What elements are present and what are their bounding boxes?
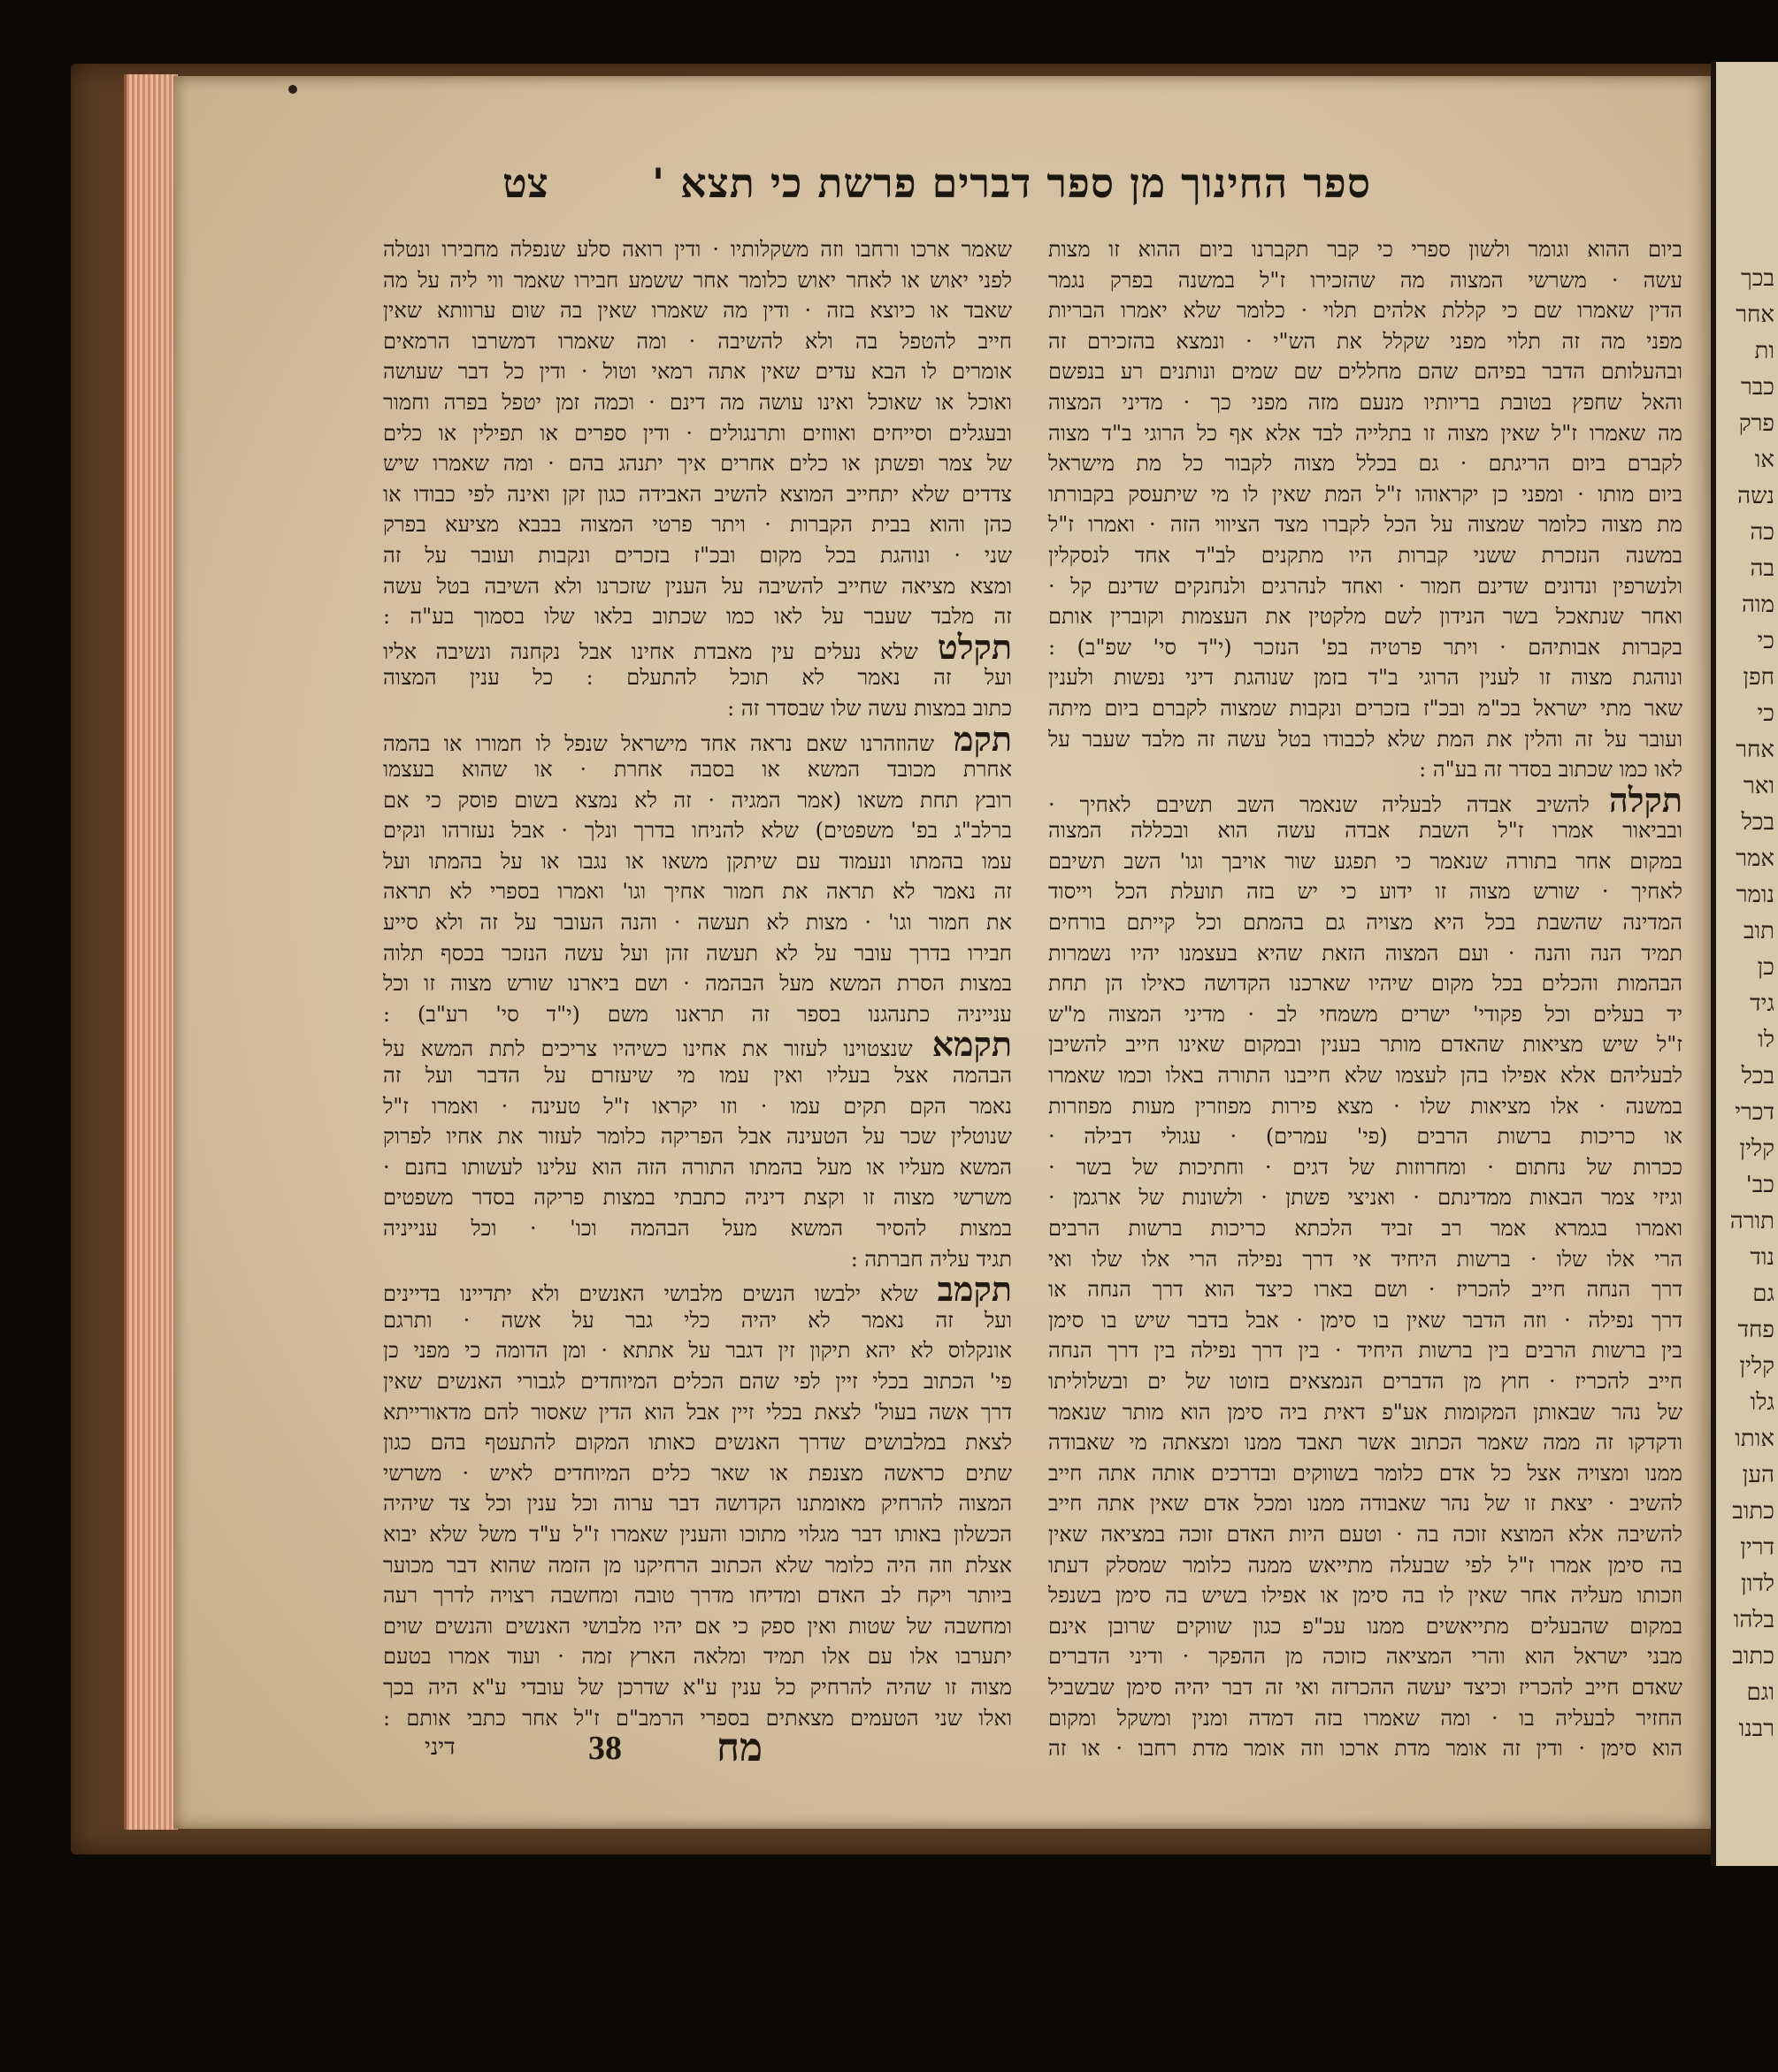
line-text: כתוב במצות עשה שלו שבסדר זה :: [727, 695, 1012, 721]
text-line: [1048, 479, 1682, 510]
line-text: כהן והוא בבית הקברות · ויתר פרטי המצוה בבבא מציעא בפרק: [383, 512, 1012, 538]
text-line: [1048, 1060, 1682, 1091]
line-text: במקום אחר בתורה שנאמר כי תפגע שור אויבך וגו' השב תשיבם: [1048, 848, 1682, 874]
next-page-fragment: אותו: [1735, 1426, 1774, 1452]
next-page-fragment: קלין: [1739, 1353, 1774, 1380]
line-text: ואוכל או שאוכל ואינו עושה מה דינם · וכמה זמן יטפל בפרה וחמור: [383, 389, 1012, 415]
text-line: [383, 1244, 1012, 1275]
line-text: של צמר ופשתן או כלים אחרים איך יתנהג בהם · ומה שאמרו שיש: [383, 451, 1012, 477]
text-line: [383, 1672, 1012, 1703]
text-line: [383, 265, 1012, 296]
text-line: [383, 876, 1012, 907]
text-line: [383, 1305, 1012, 1336]
text-line: [383, 1550, 1012, 1581]
text-line: [1048, 1427, 1682, 1458]
text-line: [383, 662, 1012, 693]
text-line: [1048, 938, 1682, 969]
text-line: [383, 1024, 1012, 1065]
text-line: [1048, 1488, 1682, 1519]
text-line: [383, 1335, 1012, 1366]
commandment-number: תקלט: [937, 626, 1012, 667]
text-line: [1048, 724, 1682, 755]
next-page-fragment: גלו: [1750, 1389, 1774, 1416]
next-page-fragment: גיד: [1750, 990, 1774, 1017]
line-text: להשיב אבדה לבעליה שנאמר השב תשיבם לאחיך ·: [1048, 791, 1590, 817]
text-line: [1048, 632, 1682, 663]
line-text: פי' הכתוב בכלי זיין לפי שהם הכלים המיוחדים לגבורי האנשים שאין: [383, 1368, 1012, 1394]
line-text: ככרות של נחתום · ומחרוזות של דגים · וחתיכות של בשר ·: [1048, 1154, 1682, 1180]
text-line: [1048, 754, 1682, 785]
text-line: [1048, 1029, 1682, 1060]
line-text: המשא מעליו או מעל בהמתו התורה הזה הוא עלינו לעשותו בחנם ·: [383, 1154, 1012, 1180]
text-line: [1048, 601, 1682, 632]
line-text: יתערבו אלו עם אלו תמיד ומלאה הארץ זמה · ועוד אמרו בטעם: [383, 1644, 1012, 1670]
text-line: [1048, 418, 1682, 449]
line-text: לקברם ביום הריגתם · גם בכלל מצוה לקבור כל מת מישראל: [1048, 451, 1682, 477]
line-text: אחרת מכובד המשא או בסבה אחרת · או שהוא בעצמו: [383, 757, 1012, 783]
line-text: ביום מותו · ומפני כן יקראוהו ז"ל המת שאין לו מי שיתעסק בקבורתו: [1048, 481, 1682, 507]
next-page-fragment: כתוב: [1732, 1498, 1774, 1525]
text-line: [383, 1641, 1012, 1672]
commandment-number: תקלה: [1608, 779, 1682, 820]
text-line: [383, 387, 1012, 418]
next-page-fragment: הען: [1742, 1462, 1774, 1488]
line-text: זה מלבד שעבר על לאו כמו שכתוב בלאו שלו בסמוך בע"ה :: [383, 604, 1012, 630]
line-text: ודקדקו זה ממה שאמר הכתוב אשר תאבד ממנו ומצאתה מי שאבודה: [1048, 1430, 1682, 1456]
line-text: שהוזהרנו שאם נראה אחד מישראל שנפל לו חמורו או בהמה: [383, 730, 934, 756]
line-text: ברלב"ג בפ' משפטים) שלא להניחו בדרך ונלך · אבל נעזרהו ונקים: [383, 818, 1012, 844]
line-text: חייב להטפל בה ולא להשיבה · ומה שאמרו דמשרבו הרמאים: [383, 328, 1012, 354]
line-text: במשנה הנזכרת ששני קברות היו מתקנים לב"ד אחד לנסקלין: [1048, 542, 1682, 568]
line-text: את חמור וגו' · מצות לא תעשה · והנה העובר על זה ולא סייע: [383, 910, 1012, 936]
line-text: בקברות אבותיהם · ויתר פרטיה בפ' הנזכר (י"ד סי' שפ"ב) :: [1048, 634, 1682, 660]
line-text: במצות להסיר המשא מעל הבהמה וכו' · וכל ענייניה: [383, 1216, 1012, 1241]
left-column: [383, 234, 1012, 1733]
next-page-fragment: תוב: [1743, 918, 1774, 944]
text-line: [383, 540, 1012, 571]
text-line: [1048, 1641, 1682, 1672]
text-line: [383, 295, 1012, 326]
text-line: [1048, 1672, 1682, 1703]
line-text: בין ברשות הרבים בין ברשות היחיד · בין דרך נפילה בין דרך הנחה: [1048, 1338, 1682, 1364]
line-text: שנצטוינו לעזור את אחינו כשיהיו צריכים לתת המשא על: [383, 1036, 913, 1062]
line-text: לפני יאוש או לאחר יאוש כלומר אחר ששמע חבירו שאמר ווי ליה על מה: [383, 267, 1012, 293]
text-line: [383, 1519, 1012, 1550]
text-line: [1048, 1274, 1682, 1305]
text-line: [383, 1580, 1012, 1611]
text-line: [1048, 1519, 1682, 1550]
text-line: [1048, 1091, 1682, 1122]
folio-number: צט: [502, 159, 548, 207]
text-line: [383, 785, 1012, 816]
text-line: [1048, 968, 1682, 999]
line-text: נאמר הקם תקים עמו · וזו יקראו ז"ל טעינה · ואמרו ז"ל: [383, 1093, 1012, 1119]
text-line: [1048, 907, 1682, 938]
text-line: [383, 1182, 1012, 1213]
text-line: [383, 1366, 1012, 1397]
line-text: של נהר שבאותן המקומות אע"פ דאית ביה סימן הוא מותר שנאמר: [1048, 1399, 1683, 1425]
line-text: החזיר לבעליה בו · ומה שאמרו בזה דמדה ומנין ומשקל ומקום: [1048, 1705, 1682, 1731]
line-text: ונוהגת מצוה זו לענין הרוגי ב"ד בזמן שנוהגת דיני נפשות ולענין: [1048, 665, 1682, 691]
text-line: [383, 754, 1012, 785]
next-page-fragment: גם: [1752, 1281, 1774, 1307]
line-text: להשיבה אלא המוצא זוכה בה · וטעם היות האדם זוכה במציאה שאין: [1048, 1521, 1682, 1547]
next-page-fragment: כה: [1750, 519, 1774, 546]
line-text: הבהמות והכלים בכל מקום שיהיו שארכנו הקדושה כאילו הן תחת: [1048, 971, 1682, 997]
text-line: [1048, 448, 1682, 479]
line-text: שאמר ארכו ורחבו וזה משקלותיו · ודין רואה סלע שנפלה מחבירו ונטלה: [383, 237, 1012, 262]
line-text: ועל זה נאמר לא יהיה כלי גבר על אשה · ותרגם: [383, 1307, 1012, 1333]
line-text: לאחיך · שורש מצוה זו ידוע כי יש בזה תועלת הכל וייסוד: [1048, 879, 1682, 905]
line-text: שלא ילבשו הנשים מלבושי האנשים ולא יתדיינו בדיינים: [383, 1281, 918, 1307]
text-line: [383, 1397, 1012, 1428]
next-page-fragment: אמר: [1736, 845, 1774, 872]
text-line: [1048, 662, 1682, 693]
text-line: [1048, 1152, 1682, 1183]
next-page-fragment: נומר: [1736, 882, 1774, 908]
next-page-fragment: בכל: [1741, 809, 1774, 836]
line-text: מבני ישראל הוא והרי המציאה כזוכה מן ההפקר · ודיני הדברים: [1048, 1644, 1682, 1670]
line-text: והאל שחפץ בטובת בריותיו מנעם מזה מפני כך · מדיני המצוה: [1048, 389, 1682, 415]
text-line: [1048, 540, 1682, 571]
text-line: [1048, 1213, 1682, 1244]
text-line: [1048, 1703, 1682, 1734]
line-text: במצות הסרת המשא מעל הבהמה · ושם ביארנו שורש מצוה זו וכל: [383, 971, 1012, 997]
text-line: [1048, 1182, 1682, 1213]
next-page-fragment: ות: [1754, 338, 1774, 364]
next-page-fragment: דרין: [1740, 1534, 1774, 1561]
line-text: דרך נפילה · וזה הדבר שאין בו סימן · אבל בדבר שיש בו סימן: [1048, 1307, 1682, 1333]
next-page-fragment: כי: [1757, 700, 1774, 727]
next-page-fragment: כב': [1745, 1172, 1774, 1198]
line-text: מה שאמרו ז"ל שאין מצוה זו בתלייה לבד אלא אף כל הרוגי ב"ד מצוה: [1048, 420, 1683, 446]
next-page-fragment: רבנו: [1738, 1716, 1774, 1742]
ink-mark: [288, 85, 297, 94]
next-page-fragment: מוה: [1741, 592, 1774, 618]
text-line: [383, 234, 1012, 265]
line-text: משרשי מצוה זו וקצת דיניה כתבתי במצות פריקה בסדר משפטים: [383, 1185, 1012, 1211]
next-page-fragment: או: [1754, 447, 1774, 473]
commandment-number: תקמב: [937, 1269, 1012, 1310]
line-text: במשנה · אלו מציאות שלו · מצא פירות מפוזרין מעות מפוזרות: [1048, 1093, 1682, 1119]
line-text: הכשלון באותו דבר מגלוי מתוכו והענין שאמרו ז"ל ע"ד משל שלא יבוא: [383, 1521, 1012, 1547]
line-text: לצאת במלבושים שדרך האנשים כאותו המקום להתעטף בהם כגון: [383, 1430, 1012, 1456]
line-text: ולנשרפין ונדונים שדינם חמור · ואחד לנהרגים ולנחנקים שדינם קל ·: [1048, 573, 1682, 599]
text-line: [1048, 1121, 1682, 1152]
text-line: [1048, 1550, 1682, 1581]
text-line: [1048, 999, 1682, 1030]
line-text: ובהעלותם הדבר בפיהם שהם מחללים שם שמים ונותנים רע בנפשם: [1048, 359, 1682, 385]
line-text: ממנו ומצויה אצל כל אדם כלומר בשווקים ובדרכים אותה אתה חייב: [1048, 1460, 1682, 1486]
text-line: [383, 968, 1012, 999]
line-text: אצלת וזה היה כלומר שלא הכתוב הרחיקנו מן הזמה שהוא דבר מכוער: [383, 1552, 1012, 1578]
text-line: [383, 718, 1012, 759]
line-text: עמו בהמתו ונעמוד עם שיתקן משאו או נגבו או על בהמתו ועל: [383, 848, 1012, 874]
text-line: [383, 626, 1012, 667]
line-text: ומצא מציאה שחייב להשיבה על הענין שזכרנו ולא השיבה בטל עשה: [383, 573, 1012, 599]
text-line: [1048, 571, 1682, 602]
text-line: [383, 571, 1012, 602]
line-text: שני · ונוהגת בכל מקום ובכ"ז בזכרים ונקבות ועובר על זה: [383, 542, 1012, 568]
line-text: הוא סימן · ודין זה אומר מדת ארכו וזה אומר מדת רחבו · או זה: [1048, 1736, 1682, 1762]
text-line: [1048, 509, 1682, 540]
next-page-fragment: אחר: [1736, 302, 1774, 328]
line-text: וגיזי צמר הבאות ממדינתם · ואניצי פשתן · ולשונות של ארגמן ·: [1048, 1185, 1682, 1211]
right-column: [1048, 234, 1682, 1764]
line-text: שלא נעלים עין מאבדת אחינו אבל נקחנה ונשיבה אליו: [383, 638, 918, 664]
next-page-fragment: כן: [1757, 954, 1774, 981]
text-line: [1048, 1366, 1682, 1397]
line-text: שאבד או כיוצא בזה · ודין מה שאמרו שאין בה שום ערוותא שאין: [383, 298, 1012, 324]
catchword: דיני: [425, 1734, 456, 1761]
next-page-fragment: בכל: [1741, 1063, 1774, 1090]
text-line: [383, 1269, 1012, 1310]
text-line: [383, 1060, 1012, 1091]
line-text: לבעליהם אלא אפילו בהן לעצמו שלא חייבנו התורה באלו וכמו שאמרו: [1048, 1063, 1682, 1089]
running-title: ספר החינוך מן ספר דברים פרשת כי תצא ': [652, 159, 1371, 207]
line-text: מפני מה זה תלוי מפני שקלל את הש"י · ונמצא בהזכירם זה: [1048, 328, 1682, 354]
line-text: שתים כראשה מצנפת או שאר כלים המיוחדים לאיש · משרשי: [383, 1460, 1012, 1486]
text-line: [1048, 693, 1682, 724]
text-line: [1048, 779, 1682, 820]
line-text: אומרים לו הבא עדים שאין אתה רמאי וטול · ודין כל דבר שעושה: [383, 359, 1012, 385]
next-page-fragment: פרק: [1738, 410, 1774, 437]
next-page-fragment: נשה: [1737, 483, 1774, 509]
line-text: ביום ההוא וגומר ולשון ספרי כי קבר תקברנו ביום ההוא זו מצות: [1048, 237, 1682, 262]
line-text: במקום שהבעלים מתייאשים ממנו עכ"פ כגון שווקים שרובן אינם: [1048, 1613, 1682, 1639]
text-line: [1048, 846, 1682, 877]
next-page-fragment: כתוב: [1732, 1643, 1774, 1670]
line-text: יד בעלים וכל פקודי' ישרים משמחי לב · מדיני המצוה מ"ש: [1048, 1001, 1682, 1027]
text-line: [383, 846, 1012, 877]
line-text: הדין שאמרו שם כי קללת אלהים תלוי · כלומר שלא יאמרו הבריות: [1048, 298, 1682, 324]
line-text: חייב להכריז · חוץ מן הדברים הנמצאים בזוטו של ים ובשלוליתו: [1048, 1368, 1682, 1394]
next-page-fragment: קלין: [1739, 1135, 1774, 1162]
line-text: שנוטלין שכר על הטעינה אבל הפריקה כלומר לעזור את אחיו לפרוק: [383, 1124, 1012, 1150]
text-line: [383, 1458, 1012, 1489]
text-line: [383, 999, 1012, 1030]
text-line: [383, 693, 1012, 724]
text-line: [1048, 387, 1682, 418]
line-text: ואמרו בגמרא אמר רב זביד הלכתא כריכות ברשות הרבים: [1048, 1216, 1682, 1241]
line-text: או כריכות ברשות הרבים (פי' עמרים) · עגולי דבילה ·: [1048, 1124, 1682, 1150]
page-footer: [425, 1725, 814, 1773]
next-page-fragment: לדון: [1741, 1571, 1774, 1597]
text-line: [383, 479, 1012, 510]
commandment-number: תקמ: [953, 718, 1012, 759]
line-text: ובביאור אמרו ז"ל השבת אבדה עשה הוא ובכללה המצוה: [1048, 818, 1682, 844]
page-edges: [124, 74, 178, 1830]
text-line: [1048, 1305, 1682, 1336]
next-page-fragment: חפן: [1743, 664, 1774, 691]
text-line: [1048, 1458, 1682, 1489]
line-text: לאו כמו שכתוב בסדר זה בע"ה :: [1419, 757, 1682, 783]
next-page-fragment: פחד: [1737, 1317, 1774, 1343]
line-text: הרי אלו שלו · ברשות היחיד אי דרך נפילה הרי אלו שלו ואי: [1048, 1246, 1682, 1272]
line-text: ועובר על זה והלין את המת שלא לכבודו בטל עשה זה מלבד שעבר על: [1048, 726, 1682, 752]
line-text: דרך אשה בעול' לצאת בכלי זיין אבל הוא הדין שאסור להם מדאורייתא: [383, 1399, 1012, 1425]
next-page-fragment: בה: [1750, 555, 1774, 582]
next-page-fragment: ואר: [1743, 773, 1774, 799]
line-text: אונקלוס לא יהא תיקון זין דגבר על אתתא · ומן הדומה כי מפני כן: [383, 1338, 1012, 1364]
signature-mark: מח: [717, 1725, 763, 1770]
line-text: ואחר שנתאכל בשר הנידון לשם מלקטין את העצמות וקוברין אותם: [1048, 604, 1682, 630]
next-page-fragment: כבר: [1740, 374, 1774, 401]
text-line: [1048, 1244, 1682, 1275]
line-text: ומחשבה של שטות ואין ספק כי אם יהיו מלבושי האנשים והנשים שוים: [383, 1613, 1012, 1639]
text-line: [1048, 876, 1682, 907]
line-text: צדדים שלא יתחייב המוצא להשיב האבידה כגון זקן ואינה לפי כבודו או: [383, 481, 1012, 507]
text-line: [383, 938, 1012, 969]
line-text: להשיב · יצאת זו של נהר שאבודה ממנו ומכל אדם שאין אתה חייב: [1048, 1491, 1682, 1517]
line-text: מת מצוה כלומר שמצוה על הכל לקברו מצד הציווי הזה · ואמרו ז"ל: [1048, 512, 1682, 538]
text-line: [383, 356, 1012, 387]
text-line: [383, 1213, 1012, 1244]
next-page-fragment: תורה: [1729, 1208, 1774, 1235]
line-text: ז"ל שיש מציאות שהאדם מותר בענין ובמקום שאינו חייב להשיבן: [1048, 1032, 1682, 1058]
line-text: חבירו בדרך עובר על לא תעשה זהן ועל עשה הנזכר בכסף תלוה: [383, 940, 1012, 966]
line-text: תמיד הנה והנה · ועם המצוה הזאת שהיא בעצמנו יהיו נשמרות: [1048, 940, 1682, 966]
text-line: [1048, 1335, 1682, 1366]
text-line: [383, 1611, 1012, 1642]
line-text: שאר מתי ישראל בכ"מ ובכ"ז בזכרים ונקבות שמצוה לקברם ביום מיתה: [1048, 695, 1682, 721]
text-line: [383, 418, 1012, 449]
line-text: עשה · משרשי המצוה מה שהזכירו ז"ל במשנה בפרק נגמר: [1048, 267, 1682, 293]
text-line: [383, 1488, 1012, 1519]
text-line: [1048, 815, 1682, 846]
text-line: [1048, 265, 1682, 296]
text-line: [383, 1427, 1012, 1458]
next-page-edge: [1711, 62, 1778, 1866]
next-page-fragment: לו: [1758, 1027, 1774, 1053]
text-line: [383, 448, 1012, 479]
next-page-fragment: נוד: [1750, 1244, 1774, 1271]
text-line: [383, 907, 1012, 938]
line-text: דרך הנחה חייב להכריז · ושם בארו כיצד הוא דרך הנחה או: [1048, 1277, 1682, 1303]
running-header: [495, 159, 1371, 212]
text-line: [383, 1152, 1012, 1183]
line-text: ואלו שני הטעמים מצאתים בספרי הרמב"ם ז"ל אחר כתבי אותם :: [383, 1705, 1012, 1731]
line-text: ביותר ויקח לב האדם ומדיחו מדרך טובה ומחשבה רצויה לדרך רעה: [383, 1583, 1012, 1609]
text-line: [383, 326, 1012, 357]
line-text: ענייניה כתנהגנו בספר זה תראנו משם (י"ד סי' רע"ב) :: [383, 1001, 1012, 1027]
text-line: [1048, 1733, 1682, 1764]
commandment-number: תקמא: [931, 1024, 1012, 1065]
next-page-fragment: כי: [1757, 628, 1774, 654]
text-line: [383, 601, 1012, 632]
line-text: הבהמה אצל בעליו ואין עמו מי שיעזרם על הדבר ועל זה: [383, 1063, 1012, 1089]
next-page-fragment: וגם: [1746, 1679, 1774, 1706]
line-text: מצוה זו שהיה להרחיק כל ענין ע"א שדרכן של עובדי ע"א היה בכך: [383, 1674, 1012, 1700]
line-text: המצוה להרחיק מאומתנו הקדושה דבר ערוה וכל ענין וכל צד שיהיה: [383, 1491, 1013, 1517]
text-line: [383, 815, 1012, 846]
next-page-fragment: בכך: [1740, 265, 1774, 292]
line-text: המדינה שהשבת בכל היא מצויה גם בהמתם וכל קייתם בורחים: [1048, 910, 1682, 936]
line-text: וזכותו מעליה אחר שאין לו בה סימן או אפילו בשיש בה סימן בשנפל: [1048, 1583, 1682, 1609]
text-line: [1048, 1397, 1682, 1428]
text-line: [383, 1091, 1012, 1122]
line-text: רובץ תחת משאו (אמר המגיה · זה לא נמצא בשום פוסק כי אם: [383, 787, 1012, 813]
text-line: [383, 509, 1012, 540]
text-line: [383, 1121, 1012, 1152]
line-text: ועל זה נאמר לא תוכל להתעלם : כל ענין המצוה: [383, 665, 1012, 691]
text-line: [1048, 326, 1682, 357]
line-text: ובעגלים וסייחים ואווזים ותרנגולים · ודין ספרים או תפילין או כלים: [383, 420, 1012, 446]
text-line: [1048, 1580, 1682, 1611]
page-number: 38: [588, 1730, 622, 1767]
text-line: [1048, 356, 1682, 387]
next-page-fragment: אחר: [1736, 737, 1774, 763]
text-line: [1048, 1611, 1682, 1642]
line-text: זה נאמר לא תראה את חמור אחיך וגו' ואמרו בספרי לא תראה: [383, 879, 1012, 905]
text-line: [1048, 234, 1682, 265]
next-page-fragment: בלהו: [1733, 1607, 1774, 1633]
line-text: תגיד עליה חברתה :: [850, 1246, 1012, 1272]
text-line: [1048, 295, 1682, 326]
line-text: בה סימן אמרו ז"ל לפי שבעלה מתייאש ממנה כלומר שמסלק דעתו: [1048, 1552, 1682, 1578]
line-text: שאדם חייב להכריז וכיצד יעשה ההכרזה ואי זה דבר יהיה סימן שבשביל: [1048, 1674, 1682, 1700]
next-page-fragment: דכרי: [1735, 1099, 1774, 1126]
